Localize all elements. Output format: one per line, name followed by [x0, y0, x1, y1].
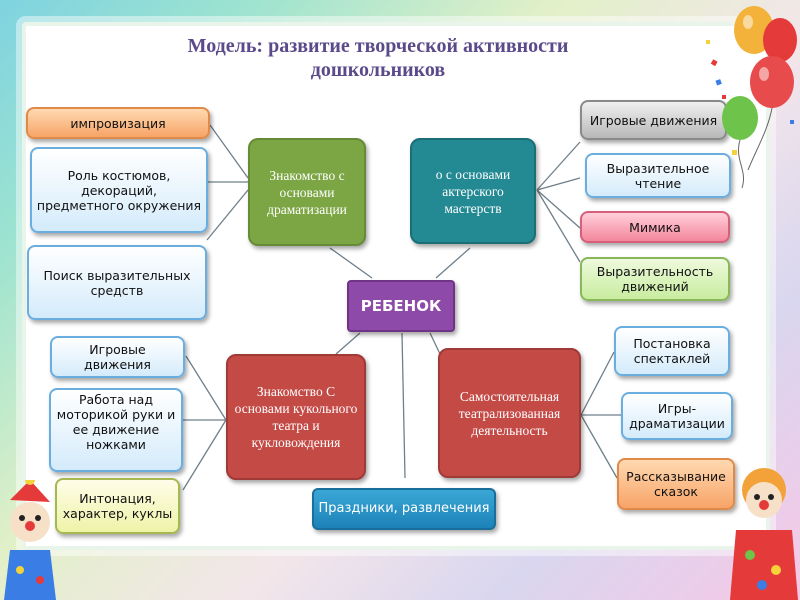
leaf-game-movements-bottom: Игровые движения [50, 336, 185, 378]
leaf-intonation: Интонация, характер, куклы [55, 478, 180, 534]
leaf-hand-motor: Работа над моторикой руки и ее движение ножками [49, 388, 183, 472]
clown-icon [0, 480, 60, 600]
clown-icon [726, 460, 800, 600]
leaf-dramatization-games: Игры-драматизации [621, 392, 733, 440]
balloons-icon [702, 0, 800, 190]
hub-independent-activity: Самостоятельная театрализованная деятельность [438, 348, 581, 478]
page-title [108, 34, 648, 82]
leaf-expressive-movements: Выразительность движений [580, 257, 730, 301]
leaf-staging: Постановка спектаклей [614, 326, 730, 376]
title-line-1: Модель: развитие творческой активности [187, 35, 569, 57]
leaf-mimicry: Мимика [580, 211, 730, 243]
leaf-expressive-means: Поиск выразительных средств [27, 245, 207, 320]
title-line-2: дошкольников [310, 59, 446, 81]
leaf-storytelling: Рассказывание сказок [617, 458, 735, 510]
hub-dramatization: Знакомство с основами драматизации [248, 138, 366, 246]
hub-puppet-theatre: Знакомство С основами кукольного театра и кукловождения [226, 354, 366, 480]
leaf-expressive-reading: Выразительное чтение [585, 153, 731, 198]
leaf-costume-role: Роль костюмов, декораций, предметного окружения [30, 147, 208, 233]
center-child: РЕБЕНОК [347, 280, 455, 332]
leaf-improvisation: импровизация [26, 107, 210, 139]
leaf-game-movements-top: Игровые движения [580, 100, 727, 140]
hub-acting-skills: о с основами актерского мастерств [410, 138, 536, 244]
bottom-holidays: Праздники, развлечения [312, 488, 496, 530]
